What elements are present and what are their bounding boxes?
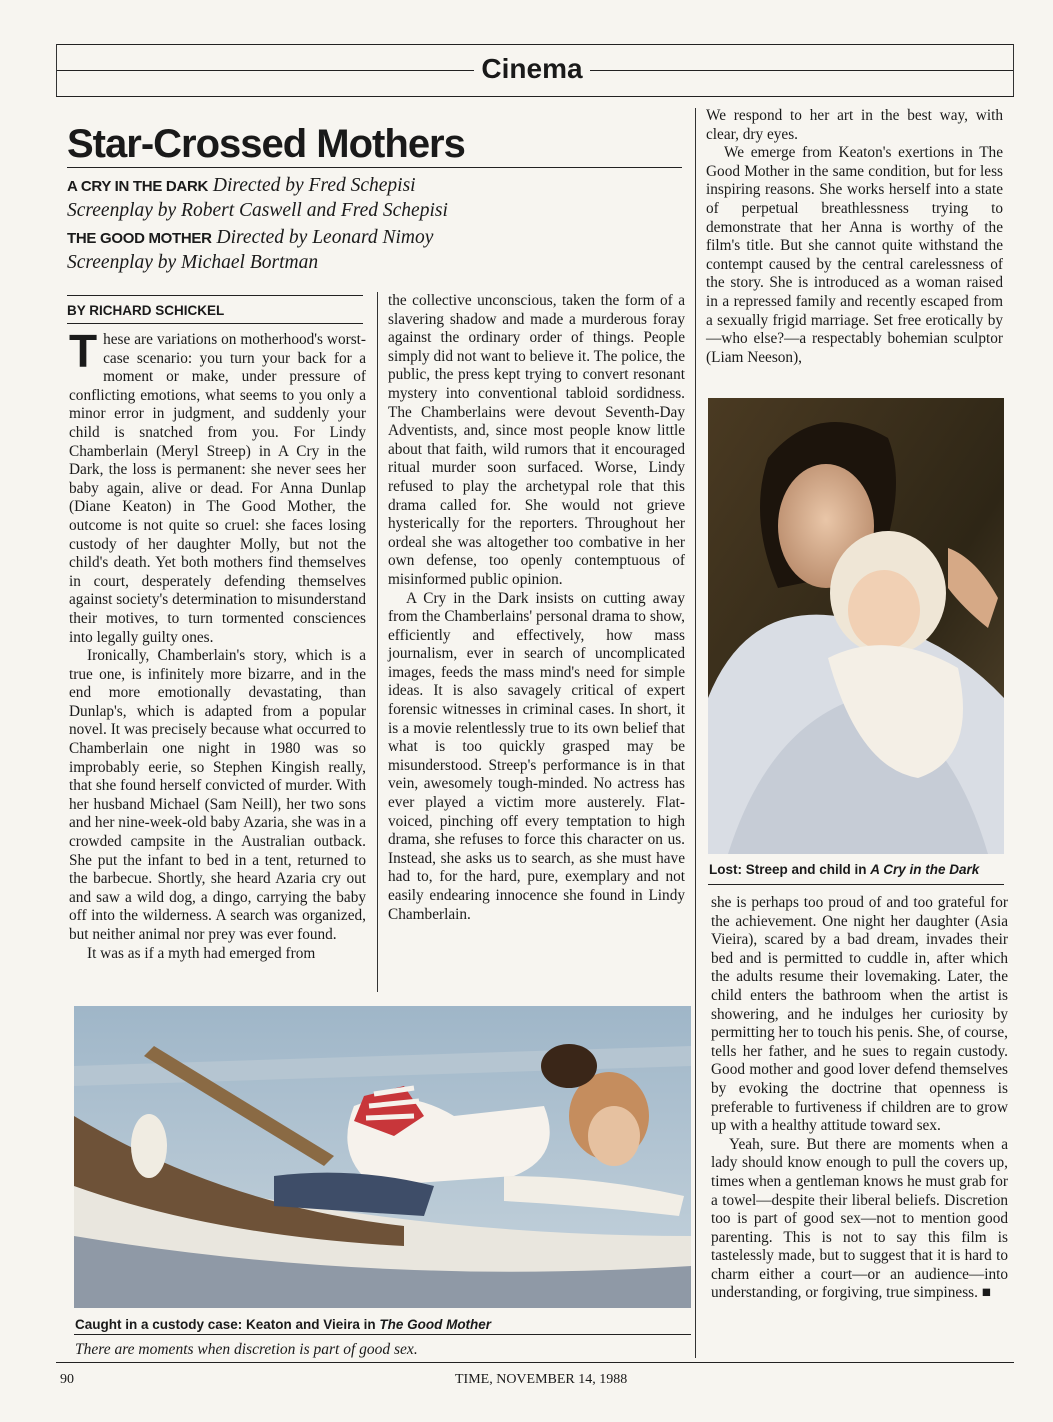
caption-rule-right — [708, 884, 1004, 885]
caption-film-title: The Good Mother — [379, 1317, 492, 1332]
column-divider-1 — [377, 292, 378, 992]
top-rule — [56, 44, 1014, 45]
pull-quote: There are moments when discretion is part of good sex. — [75, 1341, 418, 1358]
header-right-edge — [1013, 44, 1014, 96]
article-column-2 — [388, 292, 685, 924]
director-credit: Directed by Fred Schepisi — [212, 175, 416, 196]
page-number: 90 — [60, 1372, 74, 1387]
article-column-3-top — [706, 107, 1003, 367]
photo-illustration — [74, 1006, 691, 1308]
column-divider-2 — [695, 108, 696, 1358]
article-column-1 — [69, 325, 366, 963]
paragraph-text: hese are variations on motherhood's worst-case scenario: you turn your back for a moment or make, under pressure of conflicting emotions, what seems to you only a minor error in judgment, and suddenly your child is snatched from you. For Lindy Chamberlain (Meryl Streep) in A Cry in the Dark, the loss is permanent: she never sees her baby again, alive or dead. For Anna Dunlap (Diane Keaton) in The Good Mother, the outcome is not quite so cruel: she faces losing custody of her daughter Molly, but not the child's death. Yet both mothers find themselves in court, desperately defending themselves against society's determination to misunderstand their motives, to turn tormented consciences into legally guilty ones. — [69, 331, 366, 646]
caption-film-title: A Cry in the Dark — [870, 862, 980, 877]
paragraph: Yeah, sure. But there are moments when a lady should know enough to pull the covers up, times when a gentleman knows he must grab for a towel—despite their liberal beliefs. Discretion too is part of good sex—not to mention good parenting. This is not to say this film is tastelessly made, but to suggest that it is hard to charm either a court—or an audience—into understanding, or forgiving, true simpiness. ■ — [711, 1135, 1008, 1302]
film-title: THE GOOD MOTHER — [67, 230, 212, 247]
paragraph: A Cry in the Dark insists on cutting away from the Chamberlains' personal drama to show, efficiently and effectively, how mass journalism, ever in search of uncomplicated images, feeds the mass mind's need for simple ideas. It is also savagely critical of expert forensic witnesses in criminal cases. In short, it is a movie relentlessly true to its own belief that what is too quickly grasped may be misunderstood. Streep's performance is in that vein, awesomely tough-minded. No actress has ever played a victim more austerely. Flat-voiced, pinching off every temptation to high drama, she refuses to force this character on us. Instead, she asks us to search, as she must have had to, for the hard, pure, exemplary and not easily endearing innocence she found in Lindy Chamberlain. — [388, 589, 685, 923]
paragraph: It was as if a myth had emerged from — [87, 944, 316, 962]
paragraph: Ironically, Chamberlain's story, which is a true one, is infinitely more bizarre, and in the end more emotionally devastating, than Dunlap's, which is adapted from a popular novel. It was precisely because what occurred to Chamberlain one night in 1980 was so improbably eerie, so Stephen Kingish really, that she found herself convicted of murder. With her husband Michael (Sam Neill), her two sons and her nine-week-old baby Azaria, she was in a crowded campsite in the Australian outback. She put the infant to bed in a tent, returned to the barbecue. Shortly, she heard Azaria cry out and saw a wild dog, a dingo, carrying the baby off into the wilderness. A search was organized, but neither animal nor prey was ever found. — [69, 647, 366, 943]
byline-rule — [67, 295, 363, 296]
credits-block-1 — [67, 174, 677, 223]
screenplay-credit: Screenplay by Robert Caswell and Fred Schepisi — [67, 200, 448, 221]
director-credit: Directed by Leonard Nimoy — [216, 227, 434, 248]
photo-caption-bottom — [75, 1317, 491, 1332]
header-bottom-rule — [56, 96, 1014, 97]
section-label: Cinema — [474, 52, 590, 86]
footer-dateline: TIME, NOVEMBER 14, 1988 — [455, 1372, 628, 1387]
paragraph: the collective unconscious, taken the form of a slavering shadow and made a murderous foray against the ordinary order of things. People simply did not want to believe it. The police, the public, the press kept trying to convert resonant mystery into conventional tabloid sordidness. The Chamberlains were devout Seventh-Day Adventists, and, since most people know little about that faith, wild rumors that it encouraged ritual murder soon surfaced. Worse, Lindy refused to play the archetypal role that this drama called for. She would not grieve hysterically for the reporters. Throughout her ordeal she was altogether too combative in her own defense, too openly contemptuous of misinformed public opinion. — [388, 292, 685, 588]
paragraph: We emerge from Keaton's exertions in The Good Mother in the same condition, but for less inspiring reasons. She works herself into a state of perpetual breathlessness trying to demonstrate that her Anna is worthy of the film's title. But she cannot quite withstand the contempt caused by the central carelessness of the story. She is introduced as a woman raised in a repressed family and recently escaped from a sexually frigid marriage. Set free erotically by—who else?—a respectably bohemian sculptor (Liam Neeson), — [706, 144, 1003, 366]
caption-text: Caught in a custody case: Keaton and Vieira in — [75, 1317, 380, 1332]
paragraph: We respond to her art in the best way, with clear, dry eyes. — [706, 107, 1003, 143]
paragraph — [69, 325, 366, 647]
byline: BY RICHARD SCHICKEL — [67, 303, 225, 318]
header-left-edge — [56, 44, 57, 96]
photo-streep-and-baby — [708, 398, 1004, 854]
byline-under-rule — [67, 323, 363, 324]
caption-text: Lost: Streep and child in — [709, 862, 871, 877]
article-column-3-bottom — [711, 894, 1008, 1303]
caption-rule-bottom — [74, 1334, 691, 1335]
headline: Star-Crossed Mothers — [67, 122, 465, 166]
credits-block-2 — [67, 226, 677, 275]
film-title: A CRY IN THE DARK — [67, 178, 209, 195]
drop-cap: T — [69, 325, 98, 377]
photo-keaton-and-vieira — [74, 1006, 691, 1308]
headline-rule — [67, 167, 682, 168]
photo-illustration — [708, 398, 1004, 854]
screenplay-credit: Screenplay by Michael Bortman — [67, 252, 319, 273]
footer-rule — [56, 1362, 1014, 1363]
photo-caption-right — [709, 862, 979, 877]
paragraph: she is perhaps too proud of and too grateful for the achievement. One night her daughter (Asia Vieira), scared by a bad dream, invades their bed and is permitted to cuddle in, after which the adults resume their lovemaking. Later, the child enters the bathroom when the artist is showering, and he indulges her curiosity by permitting her to touch his penis. She, of course, tells her father, and he sues to regain custody. Good mother and good lover defend themselves by evoking the doctrine that openness is preferable to furtiveness if children are to grow up with a healthy attitude toward sex. — [711, 894, 1008, 1135]
